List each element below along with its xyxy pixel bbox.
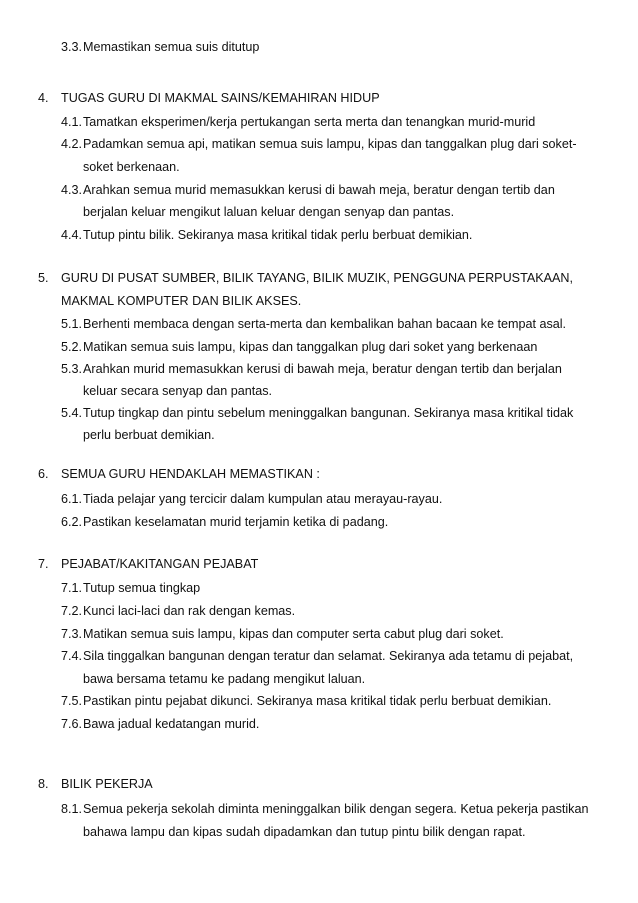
list-item-text: Arahkan semua murid memasukkan kerusi di bawah meja, beratur dengan tertib dan xyxy=(83,183,555,197)
list-item-number: 4.1. xyxy=(61,115,83,129)
section-number: 4. xyxy=(38,91,49,105)
section-number: 8. xyxy=(38,777,49,791)
section-number: 6. xyxy=(38,467,49,481)
list-item-number: 7.1. xyxy=(61,581,83,595)
list-item-text-continuation: perlu berbuat demikian. xyxy=(83,428,215,442)
list-item-number: 6.1. xyxy=(61,492,83,506)
list-item-text: Arahkan murid memasukkan kerusi di bawah meja, beratur dengan tertib dan berjalan xyxy=(83,362,562,376)
list-item-number: 7.3. xyxy=(61,627,83,641)
section-number: 7. xyxy=(38,557,49,571)
list-item-number: 7.5. xyxy=(61,694,83,708)
list-item-text: Sila tinggalkan bangunan dengan teratur dan selamat. Sekiranya ada tetamu di pejabat, xyxy=(83,649,574,663)
list-item-text: Pastikan keselamatan murid terjamin ketika di padang. xyxy=(83,515,389,529)
list-item-text: Tutup pintu bilik. Sekiranya masa kritikal tidak perlu berbuat demikian. xyxy=(83,228,473,242)
list-item-text: Tutup tingkap dan pintu sebelum meninggalkan bangunan. Sekiranya masa kritikal tidak xyxy=(83,406,574,420)
list-item-text: Pastikan pintu pejabat dikunci. Sekiranya masa kritikal tidak perlu berbuat demikian. xyxy=(83,694,552,708)
list-item-text: Kunci laci-laci dan rak dengan kemas. xyxy=(83,604,296,618)
section-heading: BILIK PEKERJA xyxy=(61,777,153,791)
list-item-number: 4.3. xyxy=(61,183,83,197)
section-heading-continuation: MAKMAL KOMPUTER DAN BILIK AKSES. xyxy=(61,294,302,308)
list-item-text: Padamkan semua api, matikan semua suis lampu, kipas dan tanggalkan plug dari soket- xyxy=(83,137,577,151)
list-item-number: 4.4. xyxy=(61,228,83,242)
list-item-number: 5.2. xyxy=(61,340,83,354)
list-item-number: 3.3. xyxy=(61,40,83,54)
list-item-number: 7.6. xyxy=(61,717,83,731)
section-heading: TUGAS GURU DI MAKMAL SAINS/KEMAHIRAN HIDUP xyxy=(61,91,380,105)
list-item-text: Matikan semua suis lampu, kipas dan tanggalkan plug dari soket yang berkenaan xyxy=(83,340,538,354)
list-item-number: 7.2. xyxy=(61,604,83,618)
list-item-text: Bawa jadual kedatangan murid. xyxy=(83,717,260,731)
list-item-number: 5.1. xyxy=(61,317,83,331)
list-item-text-continuation: bawa bersama tetamu ke padang mengikut laluan. xyxy=(83,672,366,686)
list-item-number: 4.2. xyxy=(61,137,83,151)
list-item-text: Memastikan semua suis ditutup xyxy=(83,40,260,54)
list-item-number: 8.1. xyxy=(61,802,83,816)
list-item-text-continuation: bahawa lampu dan kipas sudah dipadamkan dan tutup pintu bilik dengan rapat. xyxy=(83,825,526,839)
section-number: 5. xyxy=(38,271,49,285)
section-heading: GURU DI PUSAT SUMBER, BILIK TAYANG, BILIK MUZIK, PENGGUNA PERPUSTAKAAN, xyxy=(61,271,574,285)
section-heading: PEJABAT/KAKITANGAN PEJABAT xyxy=(61,557,259,571)
list-item-text-continuation: soket berkenaan. xyxy=(83,160,180,174)
list-item-number: 5.4. xyxy=(61,406,83,420)
list-item-number: 5.3. xyxy=(61,362,83,376)
list-item-text: Tamatkan eksperimen/kerja pertukangan serta merta dan tenangkan murid-murid xyxy=(83,115,536,129)
list-item-text: Berhenti membaca dengan serta-merta dan kembalikan bahan bacaan ke tempat asal. xyxy=(83,317,567,331)
list-item-text-continuation: keluar secara senyap dan pantas. xyxy=(83,384,273,398)
list-item-text-continuation: berjalan keluar mengikut laluan keluar dengan senyap dan pantas. xyxy=(83,205,455,219)
list-item-text: Tutup semua tingkap xyxy=(83,581,201,595)
list-item-number: 7.4. xyxy=(61,649,83,663)
section-heading: SEMUA GURU HENDAKLAH MEMASTIKAN : xyxy=(61,467,320,481)
list-item-number: 6.2. xyxy=(61,515,83,529)
list-item-text: Semua pekerja sekolah diminta meninggalkan bilik dengan segera. Ketua pekerja pastikan xyxy=(83,802,589,816)
list-item-text: Matikan semua suis lampu, kipas dan computer serta cabut plug dari soket. xyxy=(83,627,504,641)
list-item-text: Tiada pelajar yang tercicir dalam kumpulan atau merayau-rayau. xyxy=(83,492,443,506)
